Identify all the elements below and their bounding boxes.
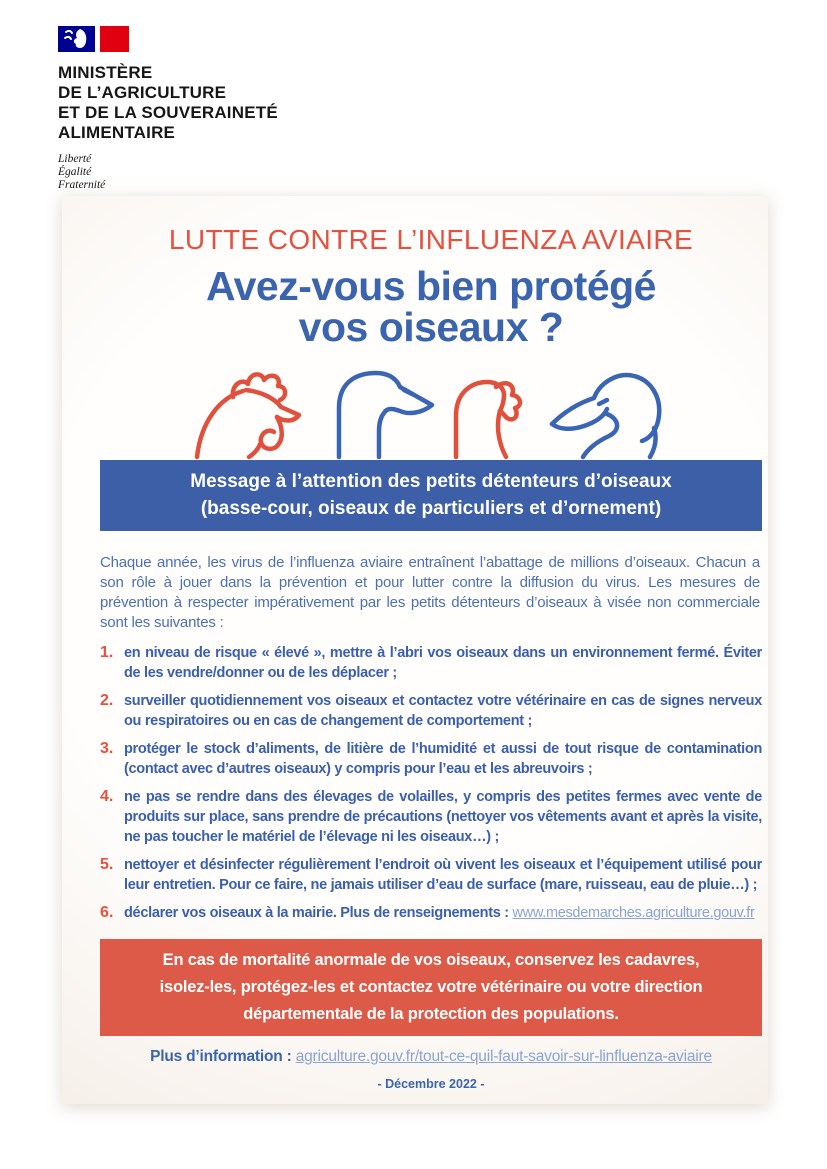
item-text xyxy=(124,903,762,923)
more-info-label: Plus d’information : xyxy=(150,1048,292,1065)
item-text: en niveau de risque « élevé », mettre à l’abri vos oiseaux dans un environnement fermé. Éviter de les vendre/donner ou de les déplacer ; xyxy=(124,645,762,681)
poster-card xyxy=(62,196,768,1104)
item-number: 5. xyxy=(100,856,114,873)
list-item xyxy=(100,903,762,923)
flag-blue-block xyxy=(58,26,95,52)
ministry-name xyxy=(58,63,278,143)
list-item xyxy=(100,691,762,731)
alert-banner xyxy=(100,939,762,1036)
flag-red-block xyxy=(100,26,129,52)
list-item xyxy=(100,643,762,683)
alert-line-2: isolez-les, protégez-les et contactez votre vétérinaire ou votre direction xyxy=(159,978,703,996)
item-number: 2. xyxy=(100,692,114,709)
turkey-icon xyxy=(446,360,534,460)
audience-banner xyxy=(100,460,762,531)
item-text: protéger le stock d’aliments, de litière de l’humidité et aussi de tout risque de contamination (contact avec d’autres oiseaux) y compris pour l’eau et les abreuvoirs ; xyxy=(124,741,762,777)
more-info-line xyxy=(100,1048,762,1066)
date-line: - Décembre 2022 - xyxy=(377,1077,485,1091)
list-item xyxy=(100,855,762,895)
audience-banner-line-1: Message à l’attention des petits détenteurs d’oiseaux xyxy=(190,471,672,492)
item-number: 1. xyxy=(100,644,114,661)
motto-line: Liberté xyxy=(58,153,92,165)
kicker-heading: LUTTE CONTRE L’INFLUENZA AVIAIRE xyxy=(168,224,694,255)
title-line-1: Avez-vous bien protégé xyxy=(206,263,656,309)
title-line-2: vos oiseaux ? xyxy=(298,304,564,350)
item-number: 6. xyxy=(100,904,114,921)
mesdemarches-link[interactable]: www.mesdemarches.agriculture.gouv.fr xyxy=(512,905,755,921)
duck-icon xyxy=(544,360,672,460)
page-title xyxy=(100,263,762,350)
agriculture-gouv-link[interactable]: agriculture.gouv.fr/tout-ce-quil-faut-savoir-sur-linfluenza-aviaire xyxy=(295,1048,712,1065)
ministry-line: ET DE LA SOUVERAINETÉ xyxy=(58,103,278,122)
rooster-icon xyxy=(191,360,321,460)
marianne-icon xyxy=(58,26,95,52)
item-number: 3. xyxy=(100,740,114,757)
intro-paragraph: Chaque année, les virus de l’influenza aviaire entraînent l’abattage de millions d’oiseaux. Chacun a son rôle à jouer dans la prévention et pour lutter contre la diffusion du virus. Les mesures de prévention à respecter impérativement par les petits détenteurs d’oiseaux à visée non commerciale sont les suivantes : xyxy=(100,554,760,631)
alert-line-1: En cas de mortalité anormale de vos oiseaux, conservez les cadavres, xyxy=(162,951,700,969)
ministry-line: MINISTÈRE xyxy=(58,63,153,82)
list-item xyxy=(100,739,762,779)
bird-illustrations xyxy=(100,360,762,460)
list-item xyxy=(100,787,762,847)
goose-icon xyxy=(331,360,436,460)
ministry-line: DE L’AGRICULTURE xyxy=(58,83,227,102)
motto-line: Égalité xyxy=(58,166,92,178)
gov-header xyxy=(58,26,278,192)
item-text-lead: déclarer vos oiseaux à la mairie. Plus de renseignements : xyxy=(124,905,513,921)
motto-line: Fraternité xyxy=(58,179,106,191)
item-text: nettoyer et désinfecter régulièrement l’endroit où vivent les oiseaux et l’équipement utilisé pour leur entretien. Pour ce faire, ne jamais utiliser d’eau de surface (mare, ruisseau, eau de pluie…) ; xyxy=(124,857,762,893)
ministry-line: ALIMENTAIRE xyxy=(58,123,176,142)
french-republic-logo xyxy=(58,26,278,52)
item-text: ne pas se rendre dans des élevages de volailles, y compris des petites fermes avec vente de produits sur place, sans prendre de précautions (nettoyer vos vêtements avant et après la visite, ne pas toucher le matériel de l’élevage ni les oiseaux…) ; xyxy=(124,789,762,845)
alert-line-3: départementale de la protection des populations. xyxy=(243,1005,619,1023)
prevention-list xyxy=(100,643,762,923)
item-text: surveiller quotidiennement vos oiseaux et contactez votre vétérinaire en cas de signes nerveux ou respiratoires ou en cas de changement de comportement ; xyxy=(124,693,762,729)
republic-motto xyxy=(58,153,278,192)
item-number: 4. xyxy=(100,788,114,805)
audience-banner-line-2: (basse-cour, oiseaux de particuliers et d’ornement) xyxy=(200,498,662,519)
